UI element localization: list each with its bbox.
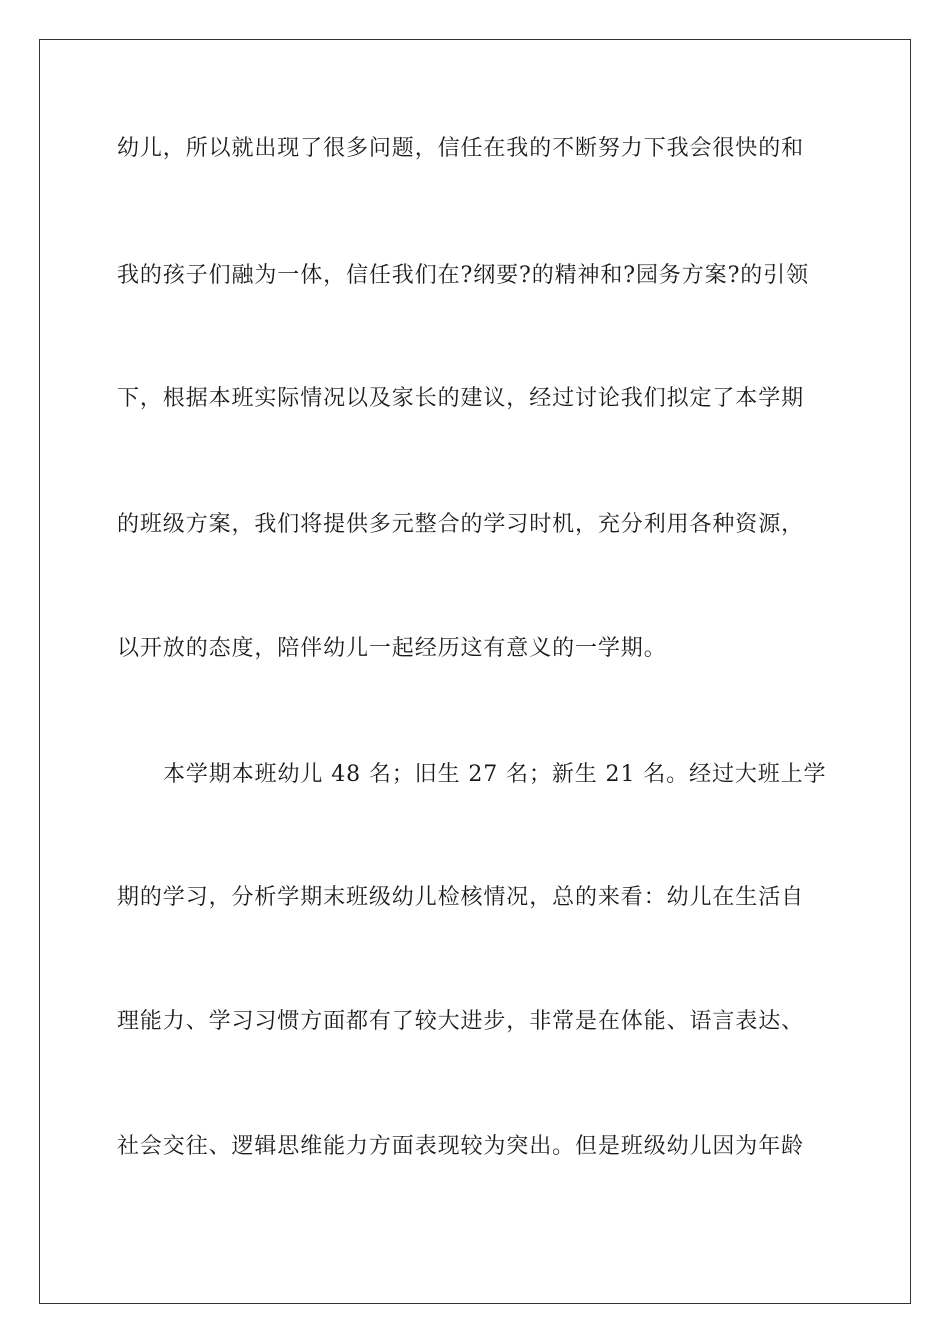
text-line: 的班级方案，我们将提供多元整合的学习时机，充分利用各种资源， [117, 512, 805, 537]
text-line: 本学期本班幼儿 48 名；旧生 27 名；新生 21 名。经过大班上学 [163, 762, 827, 787]
text-line: 理能力、学习习惯方面都有了较大进步，非常是在体能、语言表达、 [117, 1009, 805, 1034]
page-border [39, 39, 911, 1304]
text-line: 幼儿，所以就出现了很多问题，信任在我的不断努力下我会很快的和 [117, 136, 805, 161]
text-line: 我的孩子们融为一体，信任我们在?纲要?的精神和?园务方案?的引领 [117, 263, 809, 288]
text-line: 社会交往、逻辑思维能力方面表现较为突出。但是班级幼儿因为年龄 [117, 1134, 805, 1159]
text-line: 以开放的态度，陪伴幼儿一起经历这有意义的一学期。 [117, 636, 667, 661]
text-line: 期的学习，分析学期末班级幼儿检核情况，总的来看：幼儿在生活自 [117, 885, 805, 910]
text-line: 下，根据本班实际情况以及家长的建议，经过讨论我们拟定了本学期 [117, 386, 805, 411]
